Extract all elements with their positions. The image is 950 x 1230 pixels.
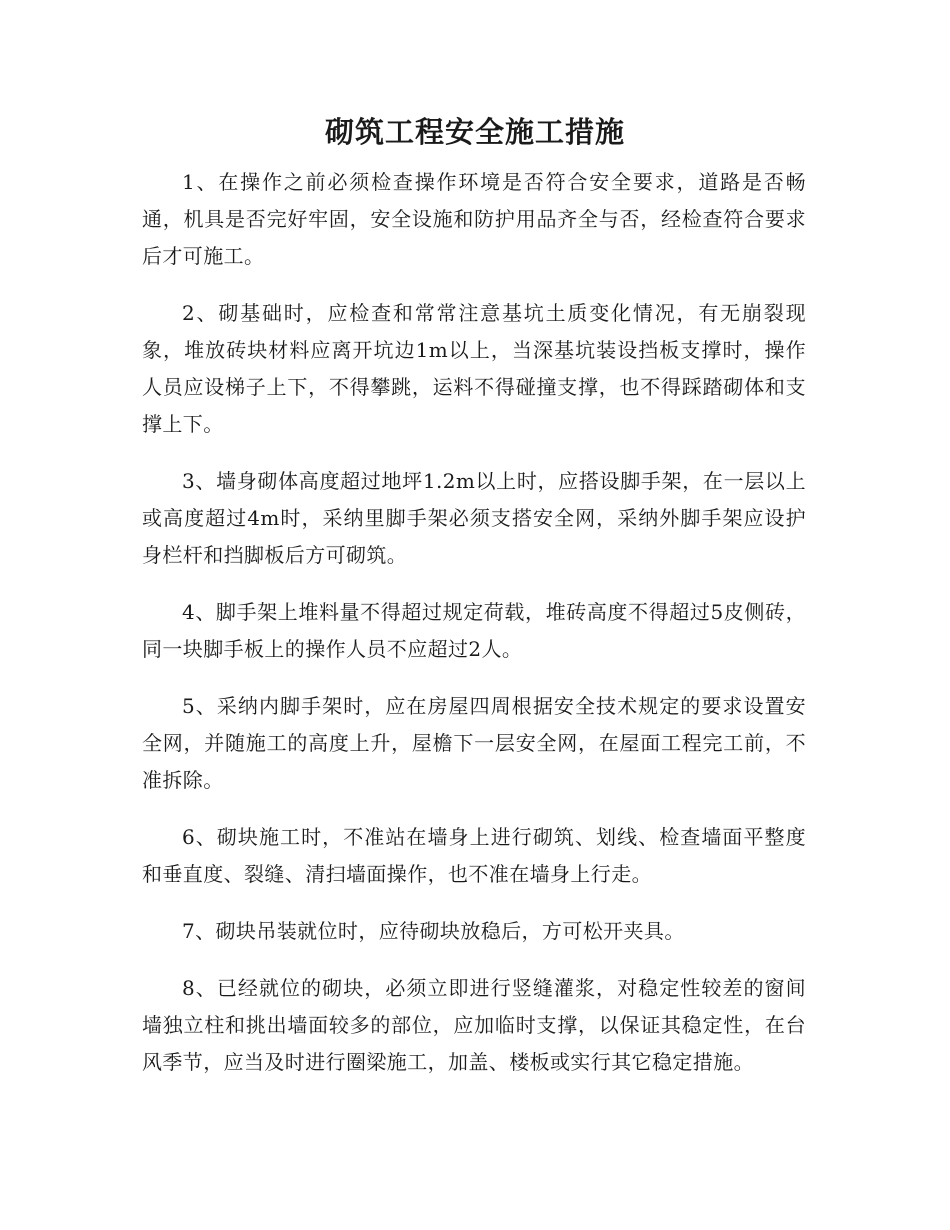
paragraph-6: 6、砌块施工时，不准站在墙身上进行砌筑、划线、检查墙面平整度和垂直度、裂缝、清扫墙面操作，也不准在墙身上行走。: [142, 825, 806, 886]
paragraph-8: 8、已经就位的砌块，必须立即进行竖缝灌浆，对稳定性较差的窗间墙独立柱和挑出墙面较多的部位，应加临时支撑，以保证其稳定性，在台风季节，应当及时进行圈梁施工，加盖、楼板或实行其它稳定措施。: [142, 976, 806, 1074]
paragraph-4: 4、脚手架上堆料量不得超过规定荷载，堆砖高度不得超过5皮侧砖，同一块脚手板上的操作人员不应超过2人。: [142, 600, 806, 661]
paragraph-7: 7、砌块吊装就位时，应待砌块放稳后，方可松开夹具。: [182, 919, 685, 943]
paragraph-3: 3、墙身砌体高度超过地坪1.2m以上时，应搭设脚手架，在一层以上或高度超过4m时，采纳里脚手架必须支搭安全网，采纳外脚手架应设护身栏杆和挡脚板后方可砌筑。: [142, 469, 806, 567]
document-body: [142, 164, 806, 1101]
paragraph-5: 5、采纳内脚手架时，应在房屋四周根据安全技术规定的要求设置安全网，并随施工的高度上升，屋檐下一层安全网，在屋面工程完工前，不准拆除。: [142, 694, 806, 792]
paragraph-2: 2、砌基础时，应检查和常常注意基坑土质变化情况，有无崩裂现象，堆放砖块材料应离开坑边1m以上，当深基坑装设挡板支撑时，操作人员应设梯子上下，不得攀跳，运料不得碰撞支撑，也不得踩踏砌体和支撑上下。: [142, 301, 806, 436]
document-title: 砌筑工程安全施工措施: [324, 115, 625, 149]
paragraph-1: 1、在操作之前必须检查操作环境是否符合安全要求，道路是否畅通，机具是否完好牢固，安全设施和防护用品齐全与否，经检查符合要求后才可施工。: [142, 170, 806, 268]
